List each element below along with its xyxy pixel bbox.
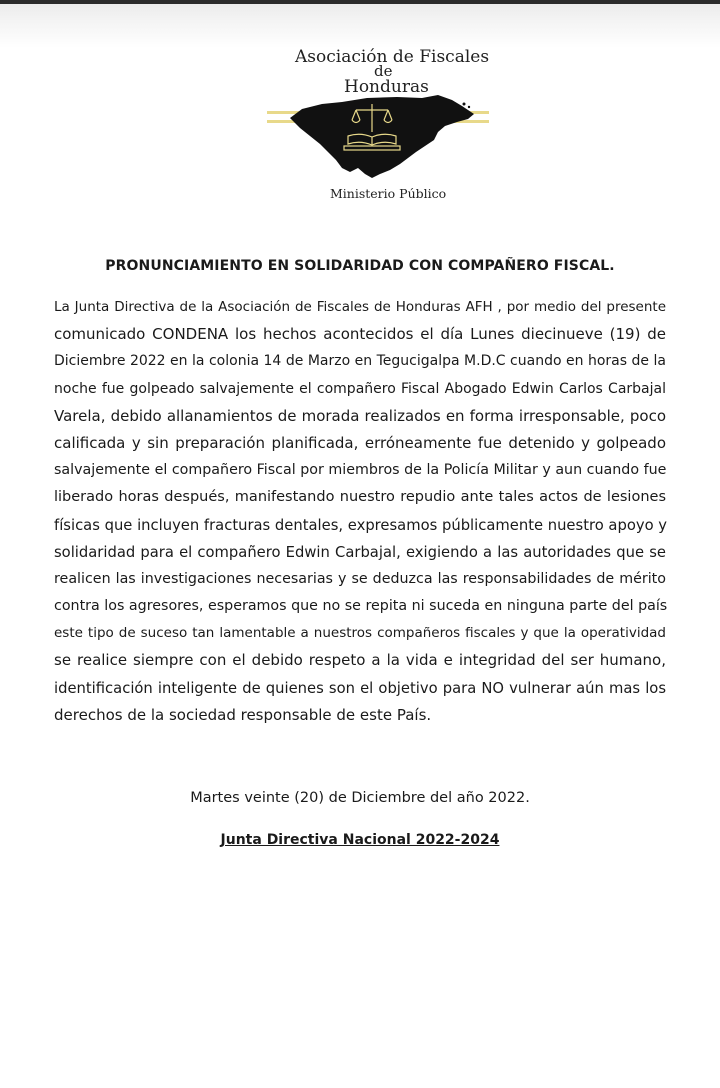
body-line: se realice siempre con el debido respeto a la vida e integridad del ser humano, (54, 651, 666, 670)
afh-logo (262, 40, 492, 210)
honduras-map-shape (290, 95, 474, 178)
logo-text-line3: Honduras (344, 77, 429, 97)
body-line: La Junta Directiva de la Asociación de Fiscales de Honduras AFH , por medio del presente (54, 299, 666, 315)
logo-footer-text: Ministerio Público (330, 186, 447, 201)
body-line: físicas que incluyen fracturas dentales, expresamos públicamente nuestro apoyo y (54, 516, 668, 534)
body-line: Diciembre 2022 en la colonia 14 de Marzo en Tegucigalpa M.D.C cuando en horas de la (54, 353, 666, 370)
honduras-map-emblem-icon (262, 92, 492, 182)
body-line: calificada y sin preparación planificada, erróneamente fue detenido y golpeado (54, 433, 666, 452)
document-title: PRONUNCIAMIENTO EN SOLIDARIDAD CON COMPAÑERO FISCAL. (105, 258, 615, 274)
document-signature: Junta Directiva Nacional 2022-2024 (220, 832, 500, 848)
logo-text-line2: de (374, 62, 393, 80)
island-dot (468, 106, 470, 108)
body-line: salvajemente el compañero Fiscal por miembros de la Policía Militar y aun cuando fue (54, 462, 667, 479)
body-line: comunicado CONDENA los hechos acontecidos el día Lunes diecinueve (19) de (54, 325, 666, 344)
body-line: noche fue golpeado salvajemente el compañero Fiscal Abogado Edwin Carlos Carbajal (54, 380, 666, 397)
island-dot (463, 103, 466, 106)
body-line: Varela, debido allanamientos de morada realizados en forma irresponsable, poco (54, 406, 666, 425)
screen-top-edge (0, 0, 720, 4)
body-line: solidaridad para el compañero Edwin Carbajal, exigiendo a las autoridades que se (54, 543, 666, 561)
document-body (54, 294, 666, 729)
body-line: liberado horas después, manifestando nuestro repudio ante tales actos de lesiones (54, 489, 666, 506)
body-line: este tipo de suceso tan lamentable a nuestros compañeros fiscales y que la operatividad (54, 625, 666, 642)
body-line-last: derechos de la sociedad responsable de este País. (54, 705, 432, 724)
body-line: identificación inteligente de quienes son el objetivo para NO vulnerar aún mas los (54, 679, 666, 697)
logo-text-line1: Asociación de Fiscales (295, 47, 490, 67)
document-date: Martes veinte (20) de Diciembre del año 2022. (190, 790, 530, 806)
body-line: realicen las investigaciones necesarias y se deduzca las responsabilidades de mérito (54, 570, 666, 587)
body-line: contra los agresores, esperamos que no se repita ni suceda en ninguna parte del país (54, 598, 668, 615)
